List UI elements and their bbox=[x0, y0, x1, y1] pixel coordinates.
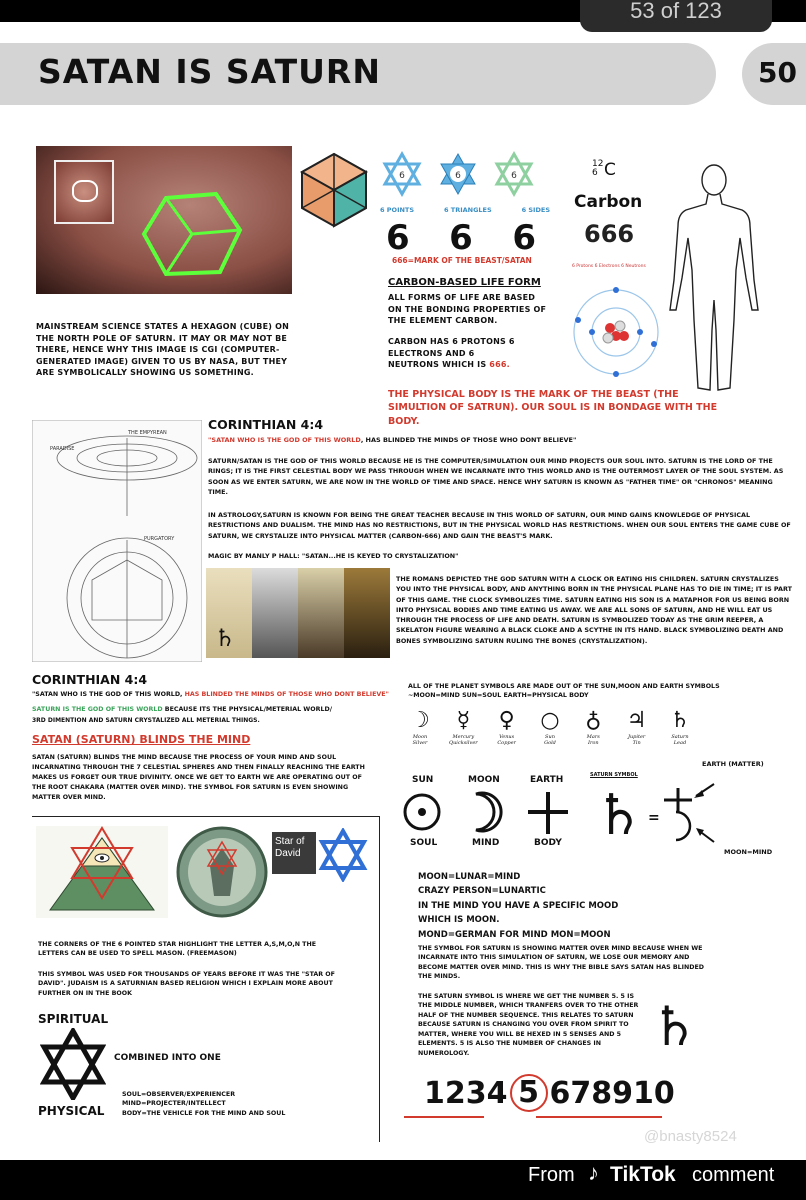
corinthian-quote-2: "SATAN WHO IS THE GOD OF THIS WORLD, HAS BLINDED THE MINDS OF THOSE WHO DONT BELIEVE" bbox=[32, 691, 389, 698]
planet-metal: Silver bbox=[412, 740, 428, 746]
number-sequence bbox=[424, 1074, 675, 1112]
spiritual-label: SPIRITUAL bbox=[38, 1012, 109, 1026]
saturn-god-line: SATURN IS THE GOD OF THIS WORLD BECAUSE ITS THE PHYSICAL/METERIAL WORLD/ bbox=[32, 706, 332, 713]
judaism-paragraph: THIS SYMBOL WAS USED FOR THOUSANDS OF YEARS BEFORE IT WAS THE "STAR OF DAVID". JUDAISM IS A SATURNIAN BASED RELIGION WHICH I EXPLAIN MORE ABOUT FURTHER ON IN THE BOOK bbox=[38, 971, 335, 997]
underline-left bbox=[404, 1116, 484, 1118]
sun-moon-earth-saturn-symbols bbox=[398, 782, 718, 844]
planet-metal: Copper bbox=[497, 740, 516, 746]
planet-symbol-item bbox=[617, 708, 657, 746]
arrow-to-earth-icon bbox=[694, 784, 714, 798]
moon-symbol-icon bbox=[476, 793, 501, 831]
dante-cosmos-diagram bbox=[32, 420, 202, 662]
corinthian-heading-1: CORINTHIAN 4:4 bbox=[208, 417, 324, 432]
pyramid-eye-image bbox=[36, 826, 168, 918]
tiktok-logo-icon: ♪ bbox=[588, 1160, 599, 1185]
dimension-line: 3RD DIMENTION AND SATURN CRYSTALIZED ALL METERIAL THINGS. bbox=[32, 717, 260, 724]
planet-name: Mars bbox=[586, 734, 600, 740]
soul-line: SOUL=OBSERVER/EXPERIENCER bbox=[122, 1091, 236, 1098]
earth-label: EARTH bbox=[530, 775, 564, 785]
carbon-mass: 12 bbox=[592, 159, 604, 169]
planet-metal: Iron bbox=[588, 740, 599, 746]
number-five-circled: 5 bbox=[510, 1074, 548, 1112]
numbers-right: 678910 bbox=[549, 1075, 675, 1111]
planet-glyph-icon: ☿ bbox=[456, 708, 471, 733]
saturn-large-icon: ♄ bbox=[650, 995, 699, 1058]
svg-text:THE EMPYREAN: THE EMPYREAN bbox=[128, 430, 167, 436]
carbon-value: 666 bbox=[584, 220, 635, 248]
section-divider-horizontal bbox=[32, 816, 380, 817]
green-hexagon-cube bbox=[136, 190, 246, 280]
star-six-triangles-icon bbox=[441, 154, 475, 194]
svg-text:6: 6 bbox=[511, 171, 517, 181]
moon-line-3: IN THE MIND YOU HAVE A SPECIFIC MOOD bbox=[418, 900, 619, 911]
footer-brand: TikTok bbox=[610, 1163, 676, 1186]
planet-metal: Tin bbox=[632, 740, 641, 746]
star-label-triangles: 6 TRIANGLES bbox=[443, 206, 492, 214]
svg-text:6: 6 bbox=[455, 171, 461, 181]
svg-text:6: 6 bbox=[399, 171, 405, 181]
planet-glyph-icon: ☽ bbox=[410, 708, 430, 733]
soul-label: SOUL bbox=[410, 838, 438, 848]
combined-label: COMBINED INTO ONE bbox=[114, 1053, 221, 1063]
planet-metal: Quicksilver bbox=[448, 740, 478, 746]
great-seal-image bbox=[176, 826, 268, 918]
planet-symbol-item bbox=[530, 708, 570, 746]
underline-right bbox=[536, 1116, 662, 1118]
star-label-sides: 6 SIDES bbox=[521, 206, 550, 214]
planet-name: Mercury bbox=[452, 734, 475, 740]
saturn-decomposed-icon bbox=[664, 788, 692, 840]
manly-hall-quote: MAGIC BY MANLY P HALL: "SATAN...HE IS KEYED TO CRYSTALIZATION" bbox=[208, 552, 459, 560]
earth-cross-icon bbox=[528, 792, 568, 834]
moon-line-4: WHICH IS MOON. bbox=[418, 915, 500, 926]
planet-glyph-icon: ♁ bbox=[585, 708, 602, 733]
star-label-points: 6 POINTS bbox=[380, 206, 415, 214]
section-divider-vertical bbox=[379, 816, 380, 1142]
moon-line-1: MOON=LUNAR=MIND bbox=[418, 872, 521, 882]
blinds-mind-heading: SATAN (SATURN) BLINDS THE MIND bbox=[32, 733, 251, 746]
saturn-inset bbox=[54, 160, 114, 224]
big-six-1: 6 bbox=[386, 218, 410, 258]
star-of-david-icon bbox=[318, 828, 368, 882]
human-body-outline bbox=[664, 160, 764, 398]
carbon-symbol: C bbox=[604, 160, 616, 180]
planet-glyph-icon: ♄ bbox=[670, 708, 690, 733]
page-counter-pill bbox=[580, 0, 772, 32]
mind-line: MIND=PROJECTER/INTELLECT bbox=[122, 1100, 226, 1108]
matter-over-mind-paragraph: THE SYMBOL FOR SATURN IS SHOWING MATTER OVER MIND BECAUSE WHEN WE INCARNATE INTO THIS SIMULATION OF SATURN, WE LOSE OUR MEMORY AND BECOME MATTER OVER MIND. THIS IS WHY THE BIBLE SAYS SATAN HAS BLINDED THE MINDS. bbox=[418, 945, 705, 981]
sun-symbol-icon bbox=[405, 795, 439, 829]
big-six-3: 6 bbox=[512, 218, 536, 258]
big-six-2: 6 bbox=[449, 218, 473, 258]
planet-symbol-item bbox=[400, 708, 440, 746]
corinthian-heading-2: CORINTHIAN 4:4 bbox=[32, 672, 148, 687]
page-title: SATAN IS SATURN bbox=[38, 52, 381, 91]
moon-lunar-list bbox=[418, 870, 618, 942]
star-of-david-label: Star of David bbox=[272, 832, 316, 874]
saturn-paintings bbox=[206, 568, 390, 658]
planet-symbol-item bbox=[573, 708, 613, 746]
saturn-symbol-icon bbox=[594, 783, 644, 844]
planet-symbol-item bbox=[487, 708, 527, 746]
planet-glyph-icon: ♃ bbox=[626, 708, 647, 733]
carbon-text-2: CARBON HAS 6 PROTONS 6 ELECTRONS AND 6 NEUTRONS WHICH IS 666. bbox=[388, 337, 515, 370]
planet-symbol-item bbox=[660, 708, 700, 746]
star-labels bbox=[380, 206, 550, 214]
cube-hexagon-icon bbox=[298, 150, 370, 230]
earth-matter-label: EARTH (MATTER) bbox=[702, 760, 764, 768]
number-five-paragraph: THE SATURN SYMBOL IS WHERE WE GET THE NUMBER 5. 5 IS THE MIDDLE NUMBER, WHICH TRANFERS OVER TO THE OTHER HALF OF THE NUMBER SEQUENCE. THIS RELATES TO SATURN BECAUSE SATURN IS CHANGING YOU OVER FROM SPIRIT TO MATTER, WHERE YOU WILL BE HEXED IN 5 SENSES AND 5 ELEMENTS. 5 IS ALSO THE NUMBER OF CHANGES IN NUMEROLOGY. bbox=[418, 993, 639, 1057]
svg-text:=: = bbox=[648, 810, 660, 826]
physical-label: PHYSICAL bbox=[38, 1104, 105, 1118]
planet-symbols-intro: ALL OF THE PLANET SYMBOLS ARE MADE OUT OF THE SUN,MOON AND EARTH SYMBOLS ~MOON=MIND SUN=SOUL EARTH=PHYSICAL BODY bbox=[408, 683, 720, 699]
sun-label: SUN bbox=[412, 775, 434, 785]
body-label: BODY bbox=[534, 838, 562, 848]
svg-text:PARADISE: PARADISE bbox=[50, 446, 75, 452]
carbon-atom-icon bbox=[570, 280, 662, 380]
arrow-to-moon-icon bbox=[696, 828, 714, 842]
planet-symbol-item bbox=[443, 708, 483, 746]
saturn-painting-1 bbox=[206, 568, 252, 658]
saturn-symbol-label: SATURN SYMBOL bbox=[590, 772, 638, 778]
beast-note: THE PHYSICAL BODY IS THE MARK OF THE BEAST (THE SIMULTION OF SATRUN). OUR SOUL IS IN BONDAGE WITH THE BODY. bbox=[388, 389, 718, 427]
blinds-mind-body: SATAN (SATURN) BLINDS THE MIND BECAUSE THE PROCESS OF YOUR MIND AND SOUL INCARNATING THROUGH THE 7 CELESTIAL SPHERES AND THEN FINALLY REACHING THE EARTH MAKES US FORGET OUR TRUE DIVINITY. ONCE WE GET TO EARTH WE ARE OPERATING OUT OF THE ROOT CHAKARA (MATTER OVER MIND). THE SYMBOL FOR SATURN IS EVEN SHOWING MATTER OVER MIND. bbox=[32, 754, 365, 802]
planet-glyph-icon: ○ bbox=[540, 708, 560, 733]
page-counter: 53 of 123 bbox=[630, 0, 722, 23]
star-six-points-icon bbox=[385, 154, 419, 194]
carbon-number: 6 bbox=[592, 168, 598, 178]
carbon-legend: 6 Protons 6 Electrons 6 Neutrons bbox=[572, 264, 646, 269]
svg-text:PURGATORY: PURGATORY bbox=[144, 536, 175, 542]
mark-of-beast-caption: 666=MARK OF THE BEAST/SATAN bbox=[392, 256, 532, 265]
saturn-pole-image bbox=[36, 146, 292, 294]
numbers-left: 1234 bbox=[424, 1075, 508, 1111]
hexagram-icon bbox=[40, 1028, 106, 1100]
planet-symbols-row bbox=[400, 708, 700, 746]
saturn-painting-2 bbox=[252, 568, 298, 658]
six-six-six bbox=[386, 218, 536, 258]
carbon-text-1: ALL FORMS OF LIFE ARE BASED ON THE BONDING PROPERTIES OF THE ELEMENT CARBON. bbox=[388, 293, 547, 326]
moon-mind-label: MOON=MIND bbox=[724, 848, 773, 856]
planet-name: Sun bbox=[545, 734, 555, 740]
six-pointed-stars bbox=[380, 150, 540, 200]
planet-metal: Lead bbox=[673, 740, 687, 746]
moon-line-5: MOND=GERMAN FOR MIND MON=MOON bbox=[418, 929, 611, 940]
body-line: BODY=THE VEHICLE FOR THE MIND AND SOUL bbox=[122, 1109, 286, 1117]
footer-comment: comment bbox=[692, 1164, 775, 1186]
saturn-glyph-icon: ♄ bbox=[214, 624, 236, 652]
soul-mind-body-lines bbox=[122, 1090, 285, 1118]
footer-from: From bbox=[528, 1164, 575, 1186]
carbon-isotope bbox=[592, 160, 603, 178]
saturn-caption: MAINSTREAM SCIENCE STATES A HEXAGON (CUBE) ON THE NORTH POLE OF SATURN. IT MAY OR MAY NOT BE THERE, HENCE WHY THIS IMAGE IS CGI (COMPUTER-GENERATED IMAGE) GIVEN TO US BY NASA, BUT THEY ARE SYMBOLICALLY SHOWING US SOMETHING. bbox=[36, 322, 289, 378]
moon-line-2: CRAZY PERSON=LUNARTIC bbox=[418, 886, 546, 897]
planet-name: Venus bbox=[499, 734, 515, 740]
mind-label: MIND bbox=[472, 838, 500, 848]
saturn-lord-paragraph: SATURN/SATAN IS THE GOD OF THIS WORLD BECAUSE HE IS THE COMPUTER/SIMULATION OUR MIND PROJECTS OUR SOUL INTO. SATURN IS THE LORD OF THE RINGS; IT IS THE FIRST CELESTIAL BODY WE PASS THROUGH WHEN WE INCARNATE INTO THIS WORLD AND IS THE OUTERMOST LAYER OF THE SOUL SYSTEM. AS SOON AS WE ENTER SATURN, WE ARE NOW IN THE WORLD OF TIME AND SPACE. HENCE WHY SATURN IS KNOWN AS "FATHER TIME" OR "CHRONOS" MEANING TIME. bbox=[208, 457, 784, 496]
corinthian-quote-1: "SATAN WHO IS THE GOD OF THIS WORLD, HAS BLINDED THE MINDS OF THOSE WHO DONT BELIEVE" bbox=[208, 436, 577, 444]
planet-name: Moon bbox=[412, 734, 428, 740]
carbon-name: Carbon bbox=[574, 192, 643, 212]
astrology-paragraph: IN ASTROLOGY,SATURN IS KNOWN FOR BEING THE GREAT TEACHER BECAUSE IN THIS WORLD OF SATURN, OUR MIND GAINS KNOWLEDGE OF PHYSICAL RESTRICTIONS AND DUALISM. THE MIND HAS NO RESTRICTIONS, BUT IN THE PHYSICAL WORLD HAS RESTRICTIONS. WHEN OUR SOUL ENTERS THE GAME CUBE OF SATURN, WE CRYSTALIZE INTO PHYSICAL MATTER (CARBON-666) AND GAIN THE BEAST'S MARK. bbox=[208, 511, 791, 540]
planet-name: Jupiter bbox=[627, 734, 646, 740]
tiktok-footer bbox=[0, 1160, 806, 1200]
planet-glyph-icon: ♀ bbox=[498, 708, 515, 733]
watermark: @bnasty8524 bbox=[644, 1128, 737, 1145]
moon-label: MOON bbox=[468, 775, 500, 785]
planet-name: Saturn bbox=[671, 734, 689, 740]
carbon-heading: CARBON-BASED LIFE FORM bbox=[388, 277, 541, 288]
mason-paragraph: THE CORNERS OF THE 6 POINTED STAR HIGHLIGHT THE LETTER A,S,M,O,N THE LETTERS CAN BE USED TO SPELL MASON. (FREEMASON) bbox=[38, 941, 317, 958]
saturn-painting-4 bbox=[344, 568, 390, 658]
page-number: 50 bbox=[758, 56, 797, 89]
roman-saturn-paragraph: THE ROMANS DEPICTED THE GOD SATURN WITH A CLOCK OR EATING HIS CHILDREN. SATURN CRYSTALIZES YOU INTO THE PHYSICAL BODY, AND ANYTHING BORN IN THE PHYSICAL PLANE HAS TO DIE IN TIME; IT IS PART OF THIS GAME. THE CLOCK SYMBOLIZES TIME. SATURN EATING HIS SON IS A MATAPHOR FOR US BEING BORN INTO PHYSICAL BODIES AND TIME EATING US AWAY. WE ARE ALL SONS OF SATURN, AND HE WILL EAT US THROUGH THE PROCESS OF LIFE AND DEATH. SATURN IS SYMBOLIZED TODAY AS THE GRIM REEPER, A SKELATON FIGURE WEARING A BLACK CLOKE AND A SCYTHE IN ITS HAND. BLACK SYMBOLIZING DEATH AND BONES SYMBOLIZING SATURN RULING THE BONES (CRYSTALIZATION). bbox=[396, 575, 792, 645]
star-six-sides-icon bbox=[497, 154, 531, 194]
planet-metal: Gold bbox=[544, 740, 556, 746]
svg-text:♄: ♄ bbox=[594, 783, 645, 844]
saturn-painting-3 bbox=[298, 568, 344, 658]
